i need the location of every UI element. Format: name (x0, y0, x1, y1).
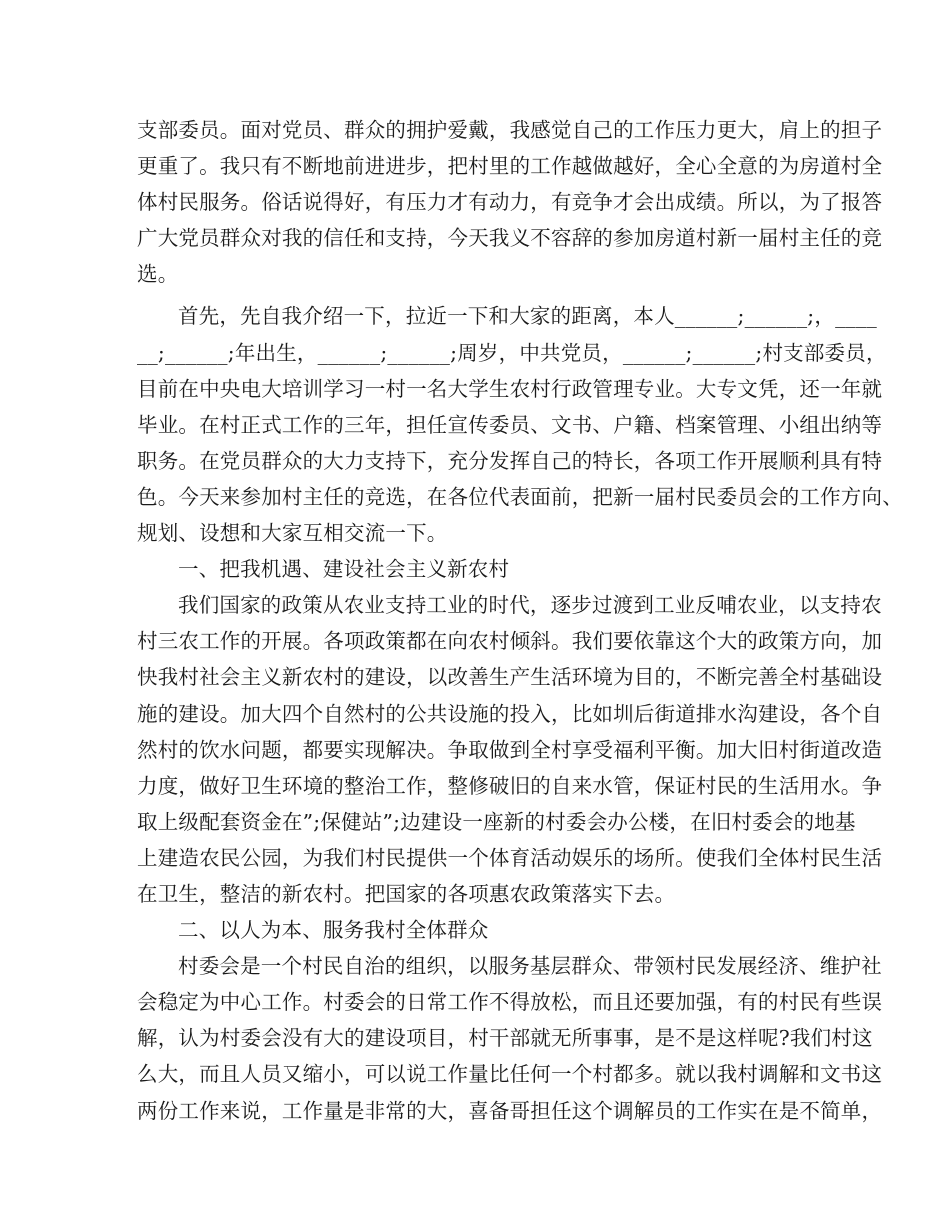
text-line: 广大党员群众对我的信任和支持，今天我义不容辞的参加房道村新一届村主任的竞 (137, 226, 883, 251)
text-line: 解，认为村委会没有大的建设项目，村干部就无所事事，是不是这样呢?我们村这 (137, 1026, 873, 1051)
text-line: 选。 (137, 262, 179, 287)
text-line: 二、以人为本、服务我村全体群众 (178, 918, 489, 943)
text-line: 我们国家的政策从农业支持工业的时代，逐步过渡到工业反哺农业，以支持农 (178, 593, 882, 618)
text-line: 村三农工作的开展。各项政策都在向农村倾斜。我们要依靠这个大的政策方向，加 (137, 629, 883, 654)
text-line: 取上级配套资金在”;保健站”;边建设一座新的村委会办公楼，在旧村委会的地基 (137, 809, 856, 834)
text-line: 会稳定为中心工作。村委会的日常工作不得放松，而且还要加强，有的村民有些误 (137, 990, 883, 1015)
text-line: 上建造农民公园，为我们村民提供一个体育活动娱乐的场所。使我们全体村民生活 (137, 845, 883, 870)
text-line: 在卫生，整洁的新农村。把国家的各项惠农政策落实下去。 (137, 881, 676, 906)
section-heading (137, 551, 813, 587)
text-line: 体村民服务。俗话说得好，有压力才有动力，有竞争才会出成绩。所以，为了报答 (137, 190, 883, 215)
text-line: 职务。在党员群众的大力支持下，充分发挥自己的特长，各项工作开展顺利具有特 (137, 448, 883, 473)
text-line: 两份工作来说，工作量是非常的大，喜备哥担任这个调解员的工作实在是不简单， (137, 1098, 883, 1123)
text-line: 规划、设想和大家互相交流一下。 (137, 521, 448, 546)
text-line: 然村的饮水问题，都要实现解决。争取做到全村享受福利平衡。加大旧村街道改造 (137, 737, 883, 762)
text-line: 色。今天来参加村主任的竞选，在各位代表面前，把新一届村民委员会的工作方向、 (137, 484, 903, 509)
text-line: 一、把我机遇、建设社会主义新农村 (178, 557, 510, 582)
text-line: 毕业。在村正式工作的三年，担任宣传委员、文书、户籍、档案管理、小组出纳等 (137, 412, 883, 437)
text-line: 支部委员。面对党员、群众的拥护爱戴，我感觉自己的工作压力更大，肩上的担子 (137, 118, 883, 142)
text-line: __;______;年出生，______;______;周岁，中共党员，______;______;村支部委员， (137, 340, 887, 365)
text-line: 更重了。我只有不断地前进进步，把村里的工作越做越好，全心全意的为房道村全 (137, 154, 883, 179)
text-line: 么大，而且人员又缩小，可以说工作量比任何一个村都多。就以我村调解和文书这 (137, 1062, 883, 1087)
text-line: 力度，做好卫生环境的整治工作，整修破旧的自来水管，保证村民的生活用水。争 (137, 773, 883, 798)
paragraph (137, 112, 883, 292)
text-line: 村委会是一个村民自治的组织，以服务基层群众、带领村民发展经济、维护社 (178, 954, 882, 979)
paragraph (137, 298, 903, 551)
text-line: 目前在中央电大培训学习一村一名大学生农村行政管理专业。大专文凭，还一年就 (137, 376, 883, 401)
document-body (137, 112, 903, 1129)
paragraph (137, 587, 883, 912)
text-line: 首先，先自我介绍一下，拉近一下和大家的距离，本人______;______;，____ (178, 304, 877, 329)
paragraph (137, 948, 883, 1128)
text-line: 施的建设。加大四个自然村的公共设施的投入，比如圳后街道排水沟建设，各个自 (137, 701, 883, 726)
text-line: 快我村社会主义新农村的建设，以改善生产生活环境为目的，不断完善全村基础设 (137, 665, 883, 690)
section-heading (137, 912, 813, 948)
